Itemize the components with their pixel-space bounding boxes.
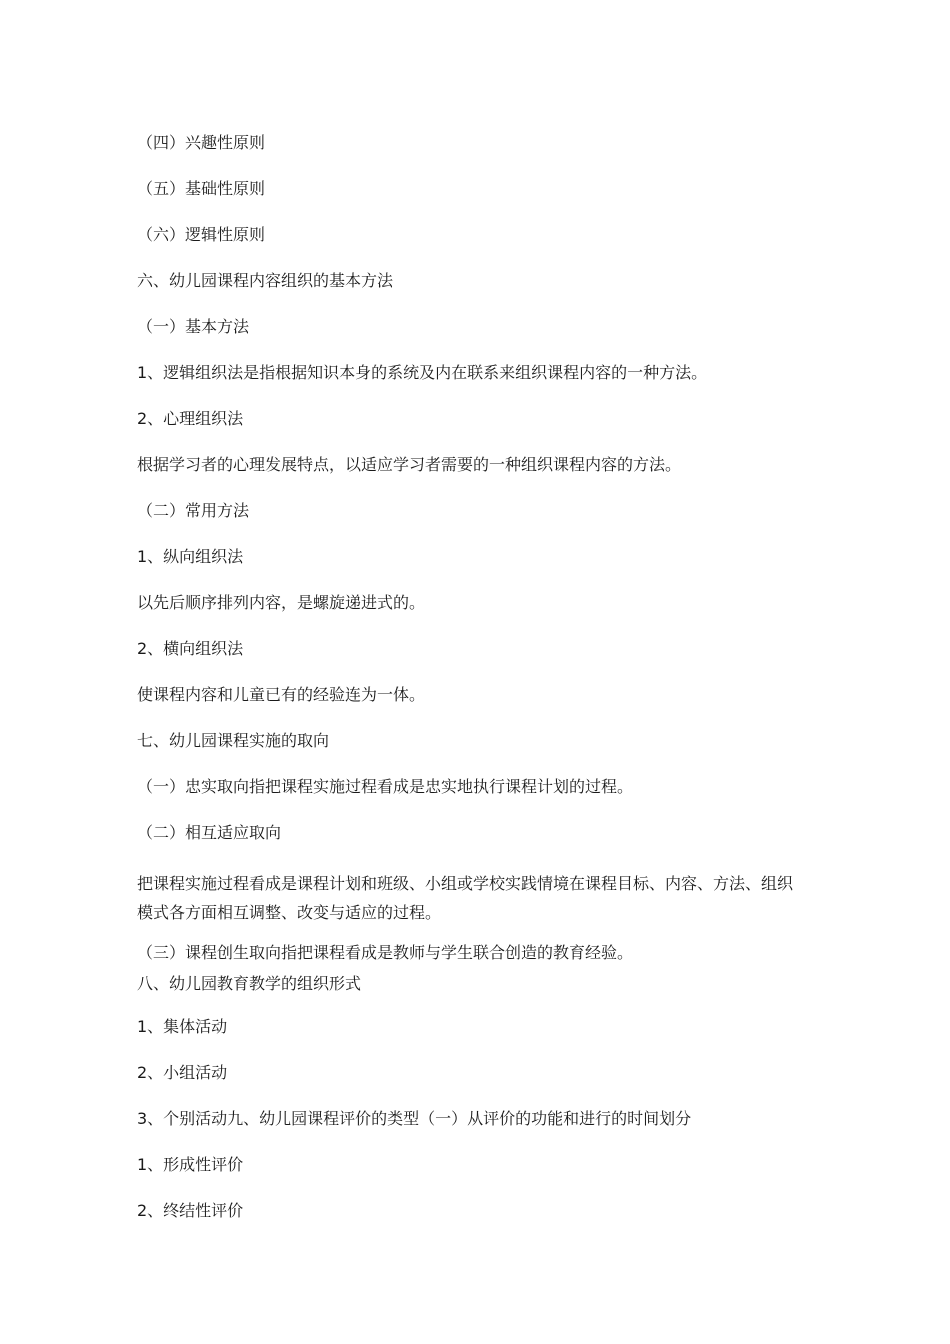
section-seven-title: 七、幼儿园课程实施的取向 bbox=[137, 731, 330, 750]
item-individual-activity-section-nine: 3、个别活动九、幼儿园课程评价的类型（一）从评价的功能和进行的时间划分 bbox=[137, 1109, 692, 1128]
heading-interest-principle: （四）兴趣性原则 bbox=[137, 133, 266, 152]
paragraph-enactment-orientation: （三）课程创生取向指把课程看成是教师与学生联合创造的教育经验。 bbox=[137, 943, 634, 962]
subheading-common-methods: （二）常用方法 bbox=[137, 501, 250, 520]
heading-logic-principle: （六）逻辑性原则 bbox=[137, 225, 266, 244]
item-psychological-organization: 2、心理组织法 bbox=[137, 409, 244, 428]
item-horizontal-organization: 2、横向组织法 bbox=[137, 639, 244, 658]
item-group-activity: 1、集体活动 bbox=[137, 1017, 228, 1036]
item-small-group-activity: 2、小组活动 bbox=[137, 1063, 228, 1082]
section-eight-title: 八、幼儿园教育教学的组织形式 bbox=[137, 974, 362, 993]
item-summative-evaluation: 2、终结性评价 bbox=[137, 1201, 244, 1220]
paragraph-vertical-organization: 以先后顺序排列内容，是螺旋递进式的。 bbox=[137, 593, 426, 612]
subheading-mutual-adaptation: （二）相互适应取向 bbox=[137, 823, 282, 842]
paragraph-logic-organization: 1、逻辑组织法是指根据知识本身的系统及内在联系来组织课程内容的一种方法。 bbox=[137, 363, 708, 382]
heading-basic-principle: （五）基础性原则 bbox=[137, 179, 266, 198]
paragraph-fidelity-orientation: （一）忠实取向指把课程实施过程看成是忠实地执行课程计划的过程。 bbox=[137, 777, 634, 796]
paragraph-horizontal-organization: 使课程内容和儿童已有的经验连为一体。 bbox=[137, 685, 426, 704]
subheading-basic-methods: （一）基本方法 bbox=[137, 317, 250, 336]
item-formative-evaluation: 1、形成性评价 bbox=[137, 1155, 244, 1174]
section-six-title: 六、幼儿园课程内容组织的基本方法 bbox=[137, 271, 394, 290]
paragraph-mutual-adaptation: 把课程实施过程看成是课程计划和班级、小组或学校实践情境在课程目标、内容、方法、组织模式各方面相互调整、改变与适应的过程。 bbox=[137, 874, 794, 922]
item-vertical-organization: 1、纵向组织法 bbox=[137, 547, 244, 566]
paragraph-psychological-organization: 根据学习者的心理发展特点，以适应学习者需要的一种组织课程内容的方法。 bbox=[137, 455, 682, 474]
